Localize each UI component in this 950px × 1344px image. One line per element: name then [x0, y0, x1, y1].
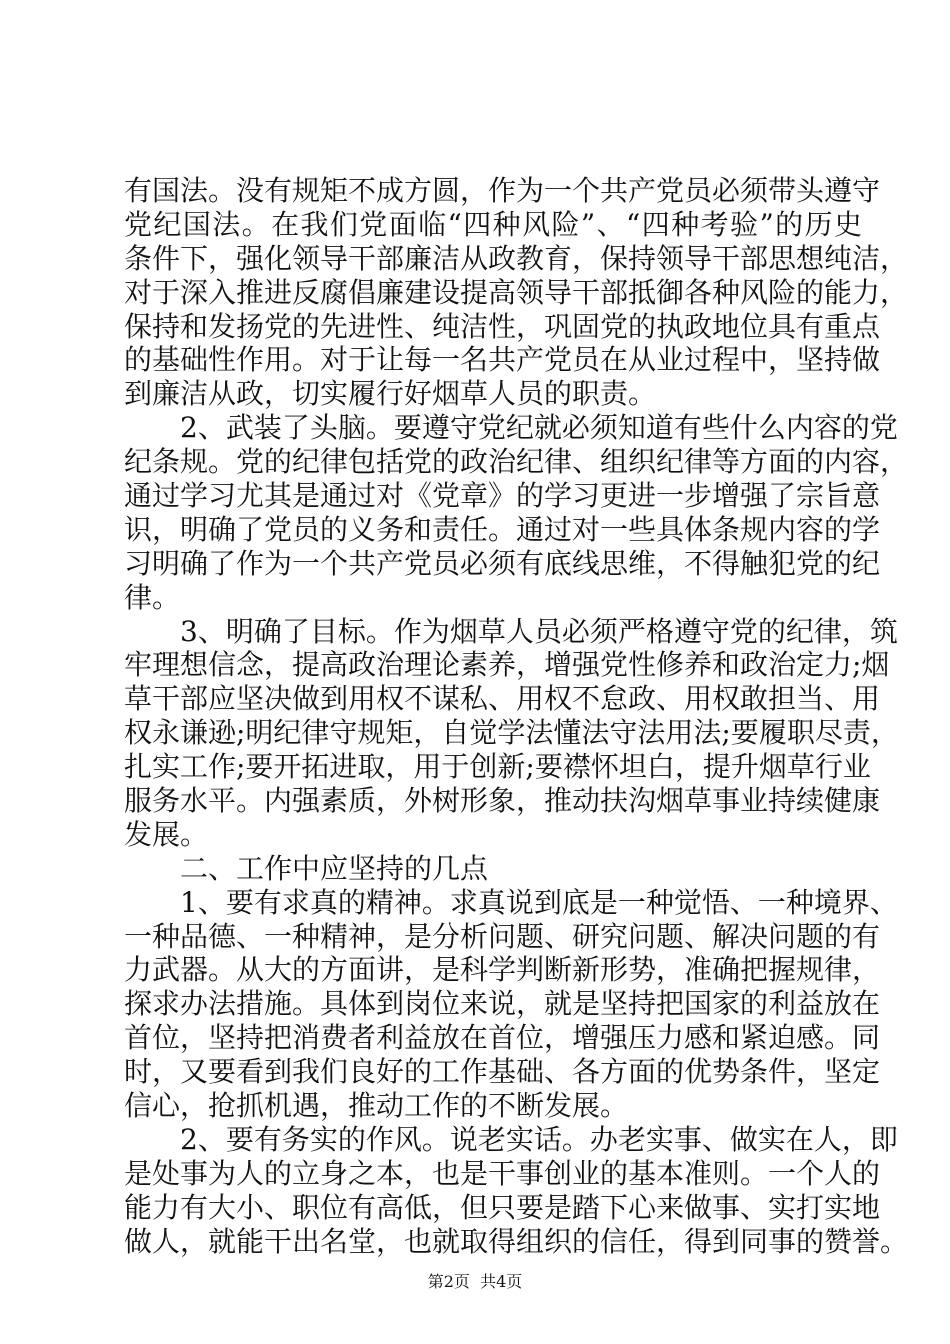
- text-line: 保持和发扬党的先进性、纯洁性，巩固党的执政地位具有重点: [124, 309, 881, 343]
- text-line: 有国法。没有规矩不成方圆，作为一个共产党员必须带头遵守: [124, 174, 881, 207]
- text-line: 党纪国法。在我们党面临“四种风险”、“四种考验”的历史: [124, 207, 862, 241]
- text-line: 对于深入推进反腐倡廉建设提高领导干部抵御各种风险的能力，: [124, 275, 909, 309]
- text-line: 扎实工作;要开拓进取，用于创新;要襟怀坦白，提升烟草行业: [124, 750, 871, 784]
- text-line: 力武器。从大的方面讲，是科学判断新形势，准确把握规律，: [124, 953, 881, 987]
- text-line: 草干部应坚决做到用权不谋私、用权不怠政、用权敢担当、用: [124, 682, 881, 716]
- text-line: 识，明确了党员的义务和责任。通过对一些具体条规内容的学: [124, 512, 881, 546]
- text-line: 探求办法措施。具体到岗位来说，就是坚持把国家的利益放在: [124, 987, 881, 1021]
- text-line: 的基础性作用。对于让每一名共产党员在从业过程中，坚持做: [124, 343, 881, 377]
- text-line: 首位，坚持把消费者利益放在首位，增强压力感和紧迫感。同: [124, 1021, 881, 1055]
- text-line: 条件下，强化领导干部廉洁从政教育，保持领导干部思想纯洁，: [124, 241, 909, 275]
- text-line: 信心，抢抓机遇，推动工作的不断发展。: [124, 1089, 629, 1123]
- text-line: 发展。: [124, 817, 209, 851]
- paragraph-start-line: 3、明确了目标。作为烟草人员必须严格遵守党的纪律，筑: [124, 614, 898, 648]
- text-line: 习明确了作为一个共产党员必须有底线思维，不得触犯党的纪: [124, 546, 881, 580]
- text-line: 牢理想信念，提高政治理论素养，增强党性修养和政治定力;烟: [124, 648, 890, 682]
- document-body: [124, 174, 909, 1259]
- page-number-label: 第2页 共4页: [427, 1272, 523, 1291]
- text-line: 是处事为人的立身之本，也是干事创业的基本准则。一个人的: [124, 1156, 881, 1190]
- paragraph-start-line: 2、要有务实的作风。说老实话。办老实事、做实在人，即: [124, 1122, 898, 1156]
- text-line: 通过学习尤其是通过对《党章》的学习更进一步增强了宗旨意: [124, 479, 881, 513]
- text-line: 能力有大小、职位有高低，但只要是踏下心来做事、实打实地: [124, 1190, 881, 1224]
- text-line: 纪条规。党的纪律包括党的政治纪律、组织纪律等方面的内容，: [124, 445, 909, 479]
- text-line: 时，又要看到我们良好的工作基础、各方面的优势条件，坚定: [124, 1055, 881, 1089]
- text-line: 权永谦逊;明纪律守规矩，自觉学法懂法守法用法;要履职尽责，: [124, 716, 899, 750]
- text-line: 到廉洁从政，切实履行好烟草人员的职责。: [124, 377, 657, 411]
- text-line: 一种品德、一种精神，是分析问题、研究问题、解决问题的有: [124, 919, 881, 953]
- text-line: 律。: [124, 580, 181, 614]
- paragraph-start-line: 1、要有求真的精神。求真说到底是一种觉悟、一种境界、: [124, 885, 898, 919]
- section-heading: 二、工作中应坚持的几点: [124, 851, 489, 885]
- page-footer: [0, 1272, 950, 1292]
- text-line: 做人，就能干出名堂，也就取得组织的信任，得到同事的赞誉。: [124, 1224, 909, 1258]
- paragraph-start-line: 2、武装了头脑。要遵守党纪就必须知道有些什么内容的党: [124, 411, 898, 445]
- text-line: 服务水平。内强素质，外树形象，推动扶沟烟草事业持续健康: [124, 784, 881, 818]
